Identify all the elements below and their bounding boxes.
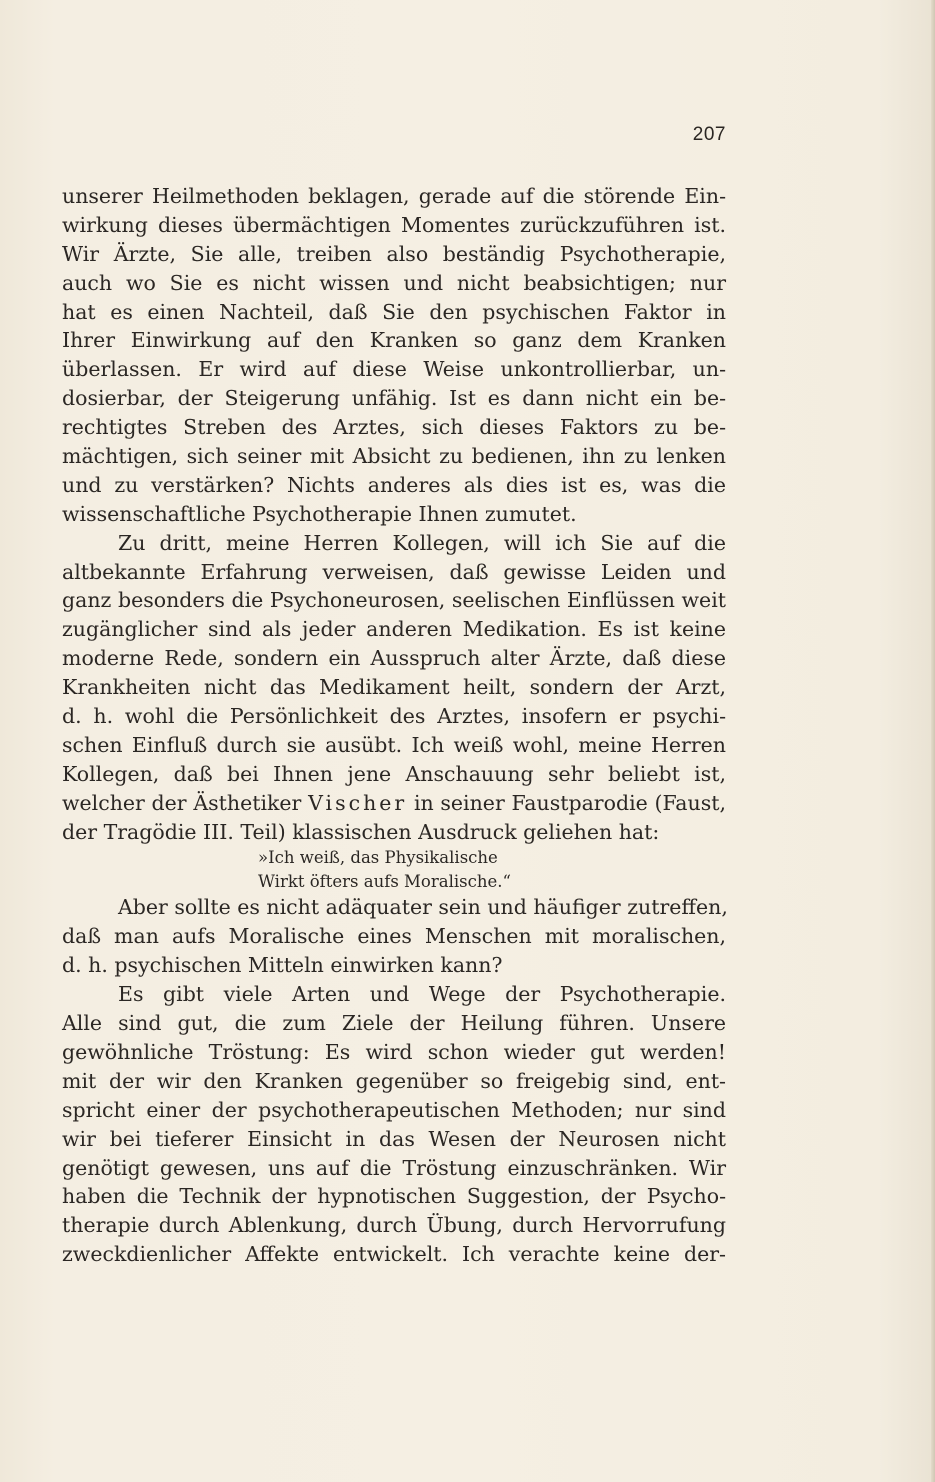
text-line: zweckdienlicher Affekte entwickelt. Ich verachte keine der- xyxy=(62,1242,726,1267)
paragraph-start-line: Zu dritt, meine Herren Kollegen, will ich Sie auf die xyxy=(118,530,726,555)
page-edge xyxy=(931,0,935,1482)
text-line: überlassen. Er wird auf diese Weise unkontrollierbar, un- xyxy=(62,357,726,382)
vischer-line-after: in seiner Faustparodie (Faust, xyxy=(413,790,726,815)
text-line: und zu verstärken? Nichts anderes als dies ist es, was die xyxy=(62,472,726,497)
text-line: moderne Rede, sondern ein Ausspruch alter Ärzte, daß diese xyxy=(62,646,726,671)
text-line: spricht einer der psychotherapeutischen Methoden; nur sind xyxy=(62,1097,726,1122)
text-line: der Tragödie III. Teil) klassischen Ausdruck geliehen hat: xyxy=(62,819,660,844)
quote-line: Wirkt öfters aufs Moralische.“ xyxy=(258,871,511,891)
text-line: Ihrer Einwirkung auf den Kranken so ganz dem Kranken xyxy=(62,328,726,353)
text-line: therapie durch Ablenkung, durch Übung, durch Hervorrufung xyxy=(62,1213,726,1238)
paragraph-end-line: wissenschaftliche Psychotherapie Ihnen zumutet. xyxy=(62,501,577,526)
vischer-line-before: welcher der Ästhetiker xyxy=(62,790,302,815)
text-line: gewöhnliche Tröstung: Es wird schon wieder gut werden! xyxy=(62,1039,726,1064)
paragraph-start-line: Es gibt viele Arten und Wege der Psychotherapie. xyxy=(118,982,726,1007)
text-line: Kollegen, daß bei Ihnen jene Anschauung sehr beliebt ist, xyxy=(62,761,726,786)
text-line: daß man aufs Moralische eines Menschen mit moralischen, xyxy=(62,924,726,949)
text-line: hat es einen Nachteil, daß Sie den psychischen Faktor in xyxy=(62,299,726,324)
body-text xyxy=(62,182,726,1269)
text-line: genötigt gewesen, uns auf die Tröstung einzuschränken. Wir xyxy=(62,1155,726,1180)
vischer-line xyxy=(62,789,726,818)
text-line: rechtigtes Streben des Arztes, sich dieses Faktors zu be- xyxy=(62,415,726,440)
text-line: Wir Ärzte, Sie alle, treiben also beständig Psychotherapie, xyxy=(62,241,726,266)
text-line: altbekannte Erfahrung verweisen, daß gewisse Leiden und xyxy=(62,559,726,584)
text-line: auch wo Sie es nicht wissen und nicht beabsichtigen; nur xyxy=(62,270,726,295)
page-number: 207 xyxy=(692,124,726,145)
text-line: d. h. wohl die Persönlichkeit des Arztes, insofern er psychi- xyxy=(62,704,726,729)
author-name-vischer: Vischer xyxy=(308,790,408,815)
paragraph-end-line: d. h. psychischen Mitteln einwirken kann? xyxy=(62,953,503,978)
text-line: schen Einfluß durch sie ausübt. Ich weiß wohl, meine Herren xyxy=(62,732,726,757)
text-line: Alle sind gut, die zum Ziele der Heilung führen. Unsere xyxy=(62,1011,726,1036)
text-line: unserer Heilmethoden beklagen, gerade auf die störende Ein- xyxy=(62,184,726,208)
text-line: ganz besonders die Psychoneurosen, seelischen Einflüssen weit xyxy=(62,588,726,613)
text-line: wir bei tieferer Einsicht in das Wesen der Neurosen nicht xyxy=(62,1126,726,1151)
quote-line: »Ich weiß, das Physikalische xyxy=(258,848,498,868)
text-line: mächtigen, sich seiner mit Absicht zu bedienen, ihn zu lenken xyxy=(62,444,726,469)
text-line: wirkung dieses übermächtigen Momentes zurückzuführen ist. xyxy=(62,212,726,237)
paragraph-start-line: Aber sollte es nicht adäquater sein und häufiger zutreffen, xyxy=(118,895,728,920)
text-line: dosierbar, der Steigerung unfähig. Ist es dann nicht ein be- xyxy=(62,386,726,411)
text-line: haben die Technik der hypnotischen Suggestion, der Psycho- xyxy=(62,1184,726,1209)
text-line: Krankheiten nicht das Medikament heilt, sondern der Arzt, xyxy=(62,675,726,700)
text-line: zugänglicher sind als jeder anderen Medikation. Es ist keine xyxy=(62,617,726,642)
text-line: mit der wir den Kranken gegenüber so freigebig sind, ent- xyxy=(62,1068,726,1093)
